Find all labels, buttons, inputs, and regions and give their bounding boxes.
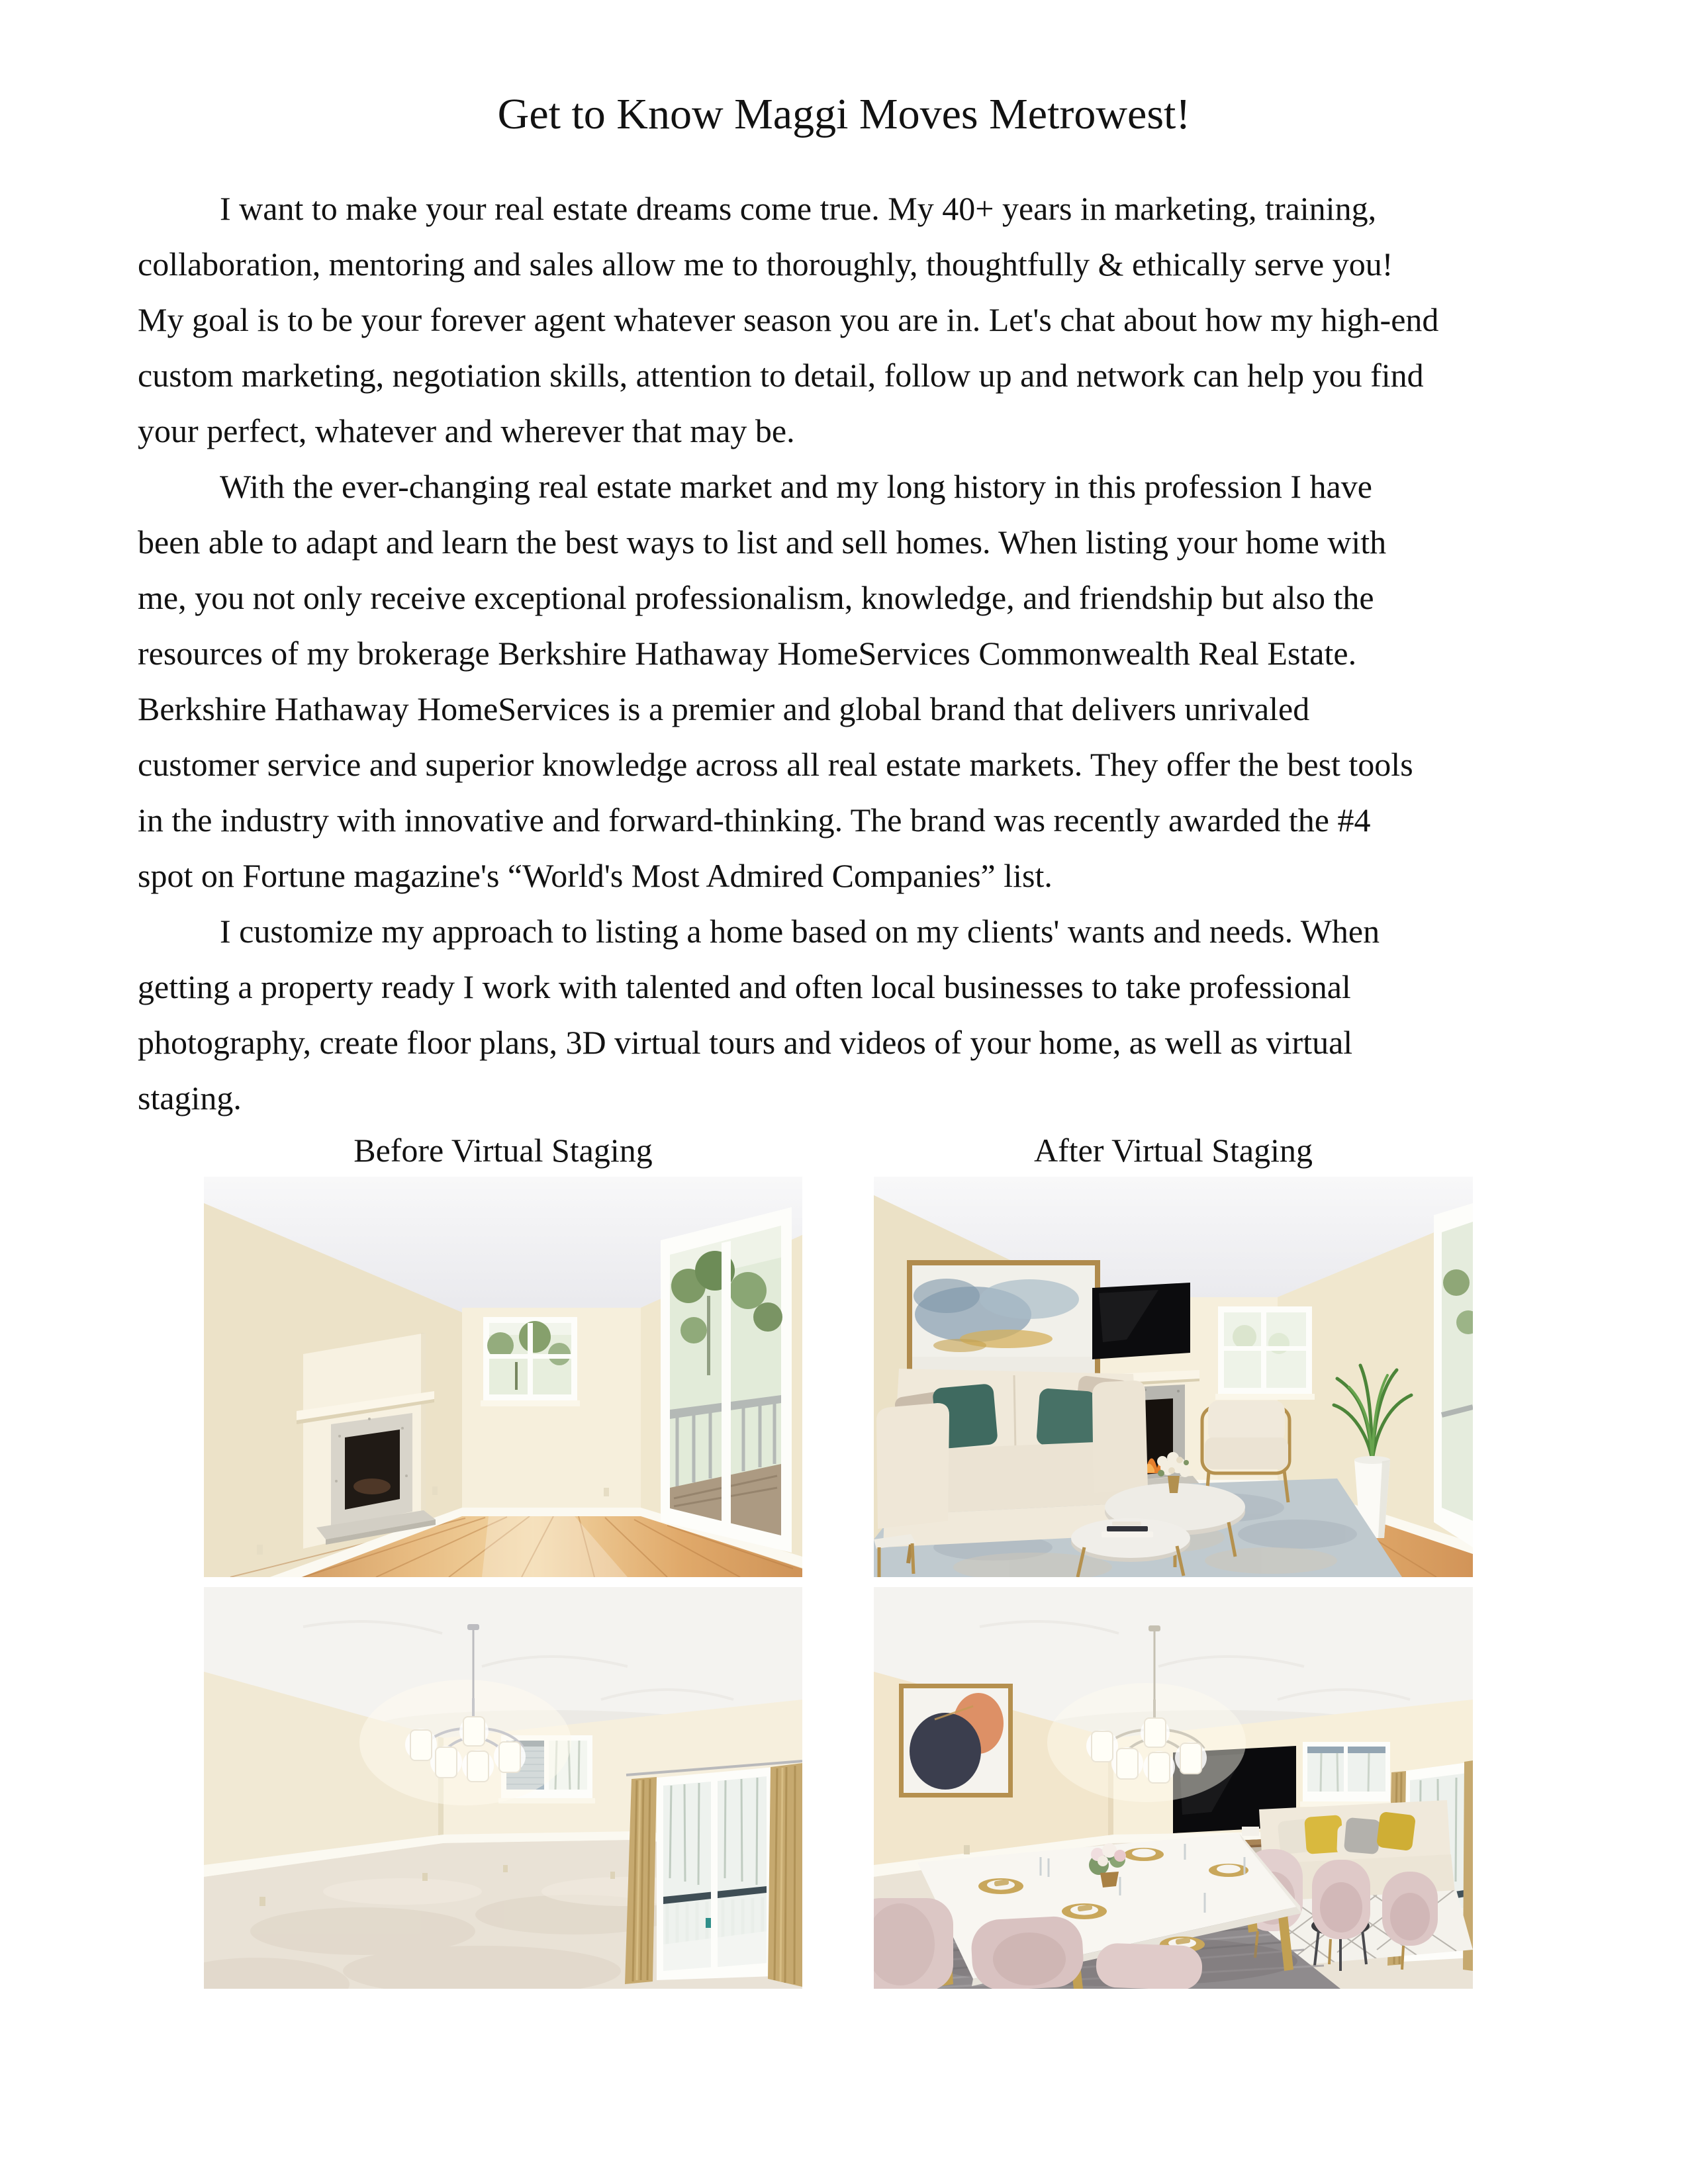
body-line: With the ever-changing real estate market and my long history in this profession I have [220,468,1372,505]
body-line: in the industry with innovative and forward-thinking. The brand was recently awarded the #4 [138,801,1371,839]
body-line: I want to make your real estate dreams come true. My 40+ years in marketing, training, [220,190,1377,227]
sliding-door [657,1767,774,1980]
window [1300,1742,1393,1807]
after-dining-room-illustration [874,1587,1473,1989]
page-title: Get to Know Maggi Moves Metrowest! [497,90,1191,138]
wall-art [899,1684,1013,1797]
photo-after-living-room [874,1177,1473,1577]
body-line: Berkshire Hathaway HomeServices is a premier and global brand that delivers unrivaled [138,690,1310,727]
body-line: customer service and superior knowledge across all real estate markets. They offer the best tools [138,746,1413,783]
fireplace [297,1333,436,1549]
body-text [138,181,1554,1126]
sliding-door [1434,1203,1473,1547]
body-line: spot on Fortune magazine's “World's Most Admired Companies” list. [138,857,1053,894]
photo-after-dining-room [874,1587,1473,1989]
body-line: collaboration, mentoring and sales allow me to thoroughly, thoughtfully & ethically serve you! [138,246,1393,283]
before-dining-room-illustration [204,1587,802,1989]
caption-after-virtual-staging: After Virtual Staging [1034,1132,1313,1169]
caption-before-virtual-staging: Before Virtual Staging [353,1132,653,1169]
sliding-door [661,1207,792,1553]
window [481,1317,580,1406]
body-line: custom marketing, negotiation skills, attention to detail, follow up and network can help you find [138,357,1424,394]
body-line: me, you not only receive exceptional professionalism, knowledge, and friendship but also the [138,579,1374,616]
body-line: your perfect, whatever and wherever that may be. [138,412,795,449]
body-line: staging. [138,1079,242,1116]
body-line: resources of my brokerage Berkshire Hathaway HomeServices Commonwealth Real Estate. [138,635,1357,672]
body-line: My goal is to be your forever agent whatever season you are in. Let's chat about how my high-end [138,301,1439,338]
body-line: I customize my approach to listing a home based on my clients' wants and needs. When [220,913,1380,950]
after-living-room-illustration [874,1177,1473,1577]
photo-before-dining-room [204,1587,802,1989]
body-line: been able to adapt and learn the best ways to list and sell homes. When listing your home with [138,523,1387,561]
body-line: getting a property ready I work with talented and often local businesses to take professional [138,968,1351,1005]
window [1215,1306,1315,1400]
tv [1092,1283,1190,1359]
body-line: photography, create floor plans, 3D virtual tours and videos of your home, as well as virtual [138,1024,1353,1061]
photo-before-living-room [204,1177,802,1577]
before-living-room-illustration [204,1177,802,1577]
wall-outlet [964,1845,970,1854]
